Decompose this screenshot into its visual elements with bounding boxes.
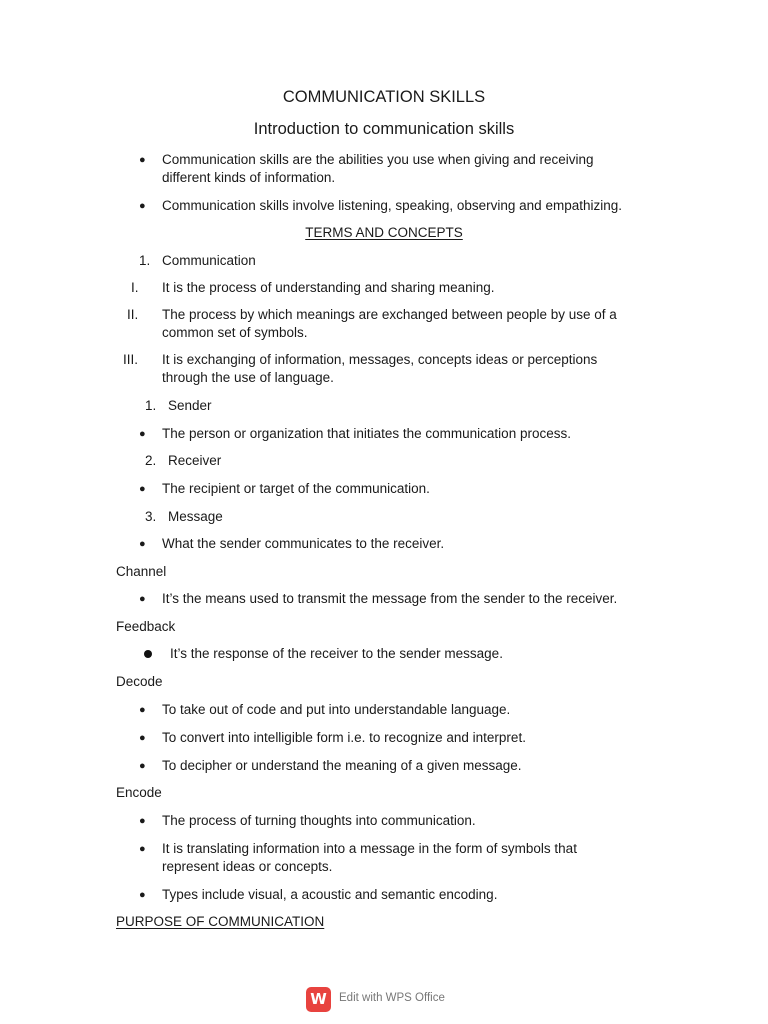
term-communication: Communication bbox=[162, 253, 256, 268]
intro-line: different kinds of information. bbox=[162, 170, 336, 185]
term-sender: Sender bbox=[168, 398, 212, 413]
list-item: The recipient or target of the communication. bbox=[162, 481, 430, 496]
wps-logo-icon[interactable]: W bbox=[306, 987, 331, 1012]
term-message: Message bbox=[168, 509, 223, 524]
term-feedback: Feedback bbox=[116, 619, 176, 634]
bullet-icon: ● bbox=[139, 538, 146, 550]
list-number: 2. bbox=[145, 453, 157, 468]
list-item: It is exchanging of information, messages, concepts ideas or perceptions bbox=[162, 352, 598, 367]
roman-numeral: II. bbox=[127, 307, 139, 322]
terms-heading: TERMS AND CONCEPTS bbox=[305, 225, 463, 240]
term-receiver: Receiver bbox=[168, 453, 222, 468]
intro-line: Communication skills are the abilities you use when giving and receiving bbox=[162, 152, 594, 167]
list-item: common set of symbols. bbox=[162, 325, 308, 340]
roman-numeral: I. bbox=[131, 280, 139, 295]
bullet-icon: ● bbox=[139, 200, 146, 212]
list-item: The process of turning thoughts into communication. bbox=[162, 813, 476, 828]
bullet-icon: ● bbox=[139, 704, 146, 716]
document-title: COMMUNICATION SKILLS bbox=[282, 88, 486, 106]
purpose-heading: PURPOSE OF COMMUNICATION bbox=[116, 914, 325, 929]
bullet-icon: ● bbox=[139, 843, 146, 855]
bullet-icon: ● bbox=[139, 889, 146, 901]
bullet-icon: ● bbox=[139, 428, 146, 440]
list-item: To take out of code and put into understandable language. bbox=[162, 702, 511, 717]
term-encode: Encode bbox=[116, 785, 162, 800]
list-number: 1. bbox=[145, 398, 157, 413]
list-item: The person or organization that initiates the communication process. bbox=[162, 426, 571, 441]
list-item: It is the process of understanding and sharing meaning. bbox=[162, 280, 495, 295]
roman-numeral: III. bbox=[123, 352, 139, 367]
list-number: 3. bbox=[145, 509, 157, 524]
list-item: To decipher or understand the meaning of a given message. bbox=[162, 758, 522, 773]
list-item: The process by which meanings are exchanged between people by use of a bbox=[162, 307, 617, 322]
term-decode: Decode bbox=[116, 674, 163, 689]
list-item: What the sender communicates to the receiver. bbox=[162, 536, 445, 551]
term-channel: Channel bbox=[116, 564, 167, 579]
wps-edit-link[interactable]: Edit with WPS Office bbox=[339, 992, 445, 1004]
bullet-icon: ● bbox=[139, 732, 146, 744]
list-item: represent ideas or concepts. bbox=[162, 859, 333, 874]
bullet-icon: ● bbox=[139, 154, 146, 166]
list-number: 1. bbox=[139, 253, 151, 268]
bullet-icon: ● bbox=[139, 815, 146, 827]
bullet-icon bbox=[144, 650, 152, 658]
bullet-icon: ● bbox=[139, 483, 146, 495]
list-item: Types include visual, a acoustic and semantic encoding. bbox=[162, 887, 498, 902]
list-item: It is translating information into a message in the form of symbols that bbox=[162, 841, 577, 856]
list-item: It’s the means used to transmit the message from the sender to the receiver. bbox=[162, 591, 618, 606]
intro-line: Communication skills involve listening, speaking, observing and empathizing. bbox=[162, 198, 622, 213]
bullet-icon: ● bbox=[139, 760, 146, 772]
bullet-icon: ● bbox=[139, 593, 146, 605]
list-item: To convert into intelligible form i.e. to recognize and interpret. bbox=[162, 730, 526, 745]
list-item: It’s the response of the receiver to the sender message. bbox=[170, 646, 503, 661]
document-subtitle: Introduction to communication skills bbox=[253, 120, 515, 138]
list-item: through the use of language. bbox=[162, 370, 334, 385]
